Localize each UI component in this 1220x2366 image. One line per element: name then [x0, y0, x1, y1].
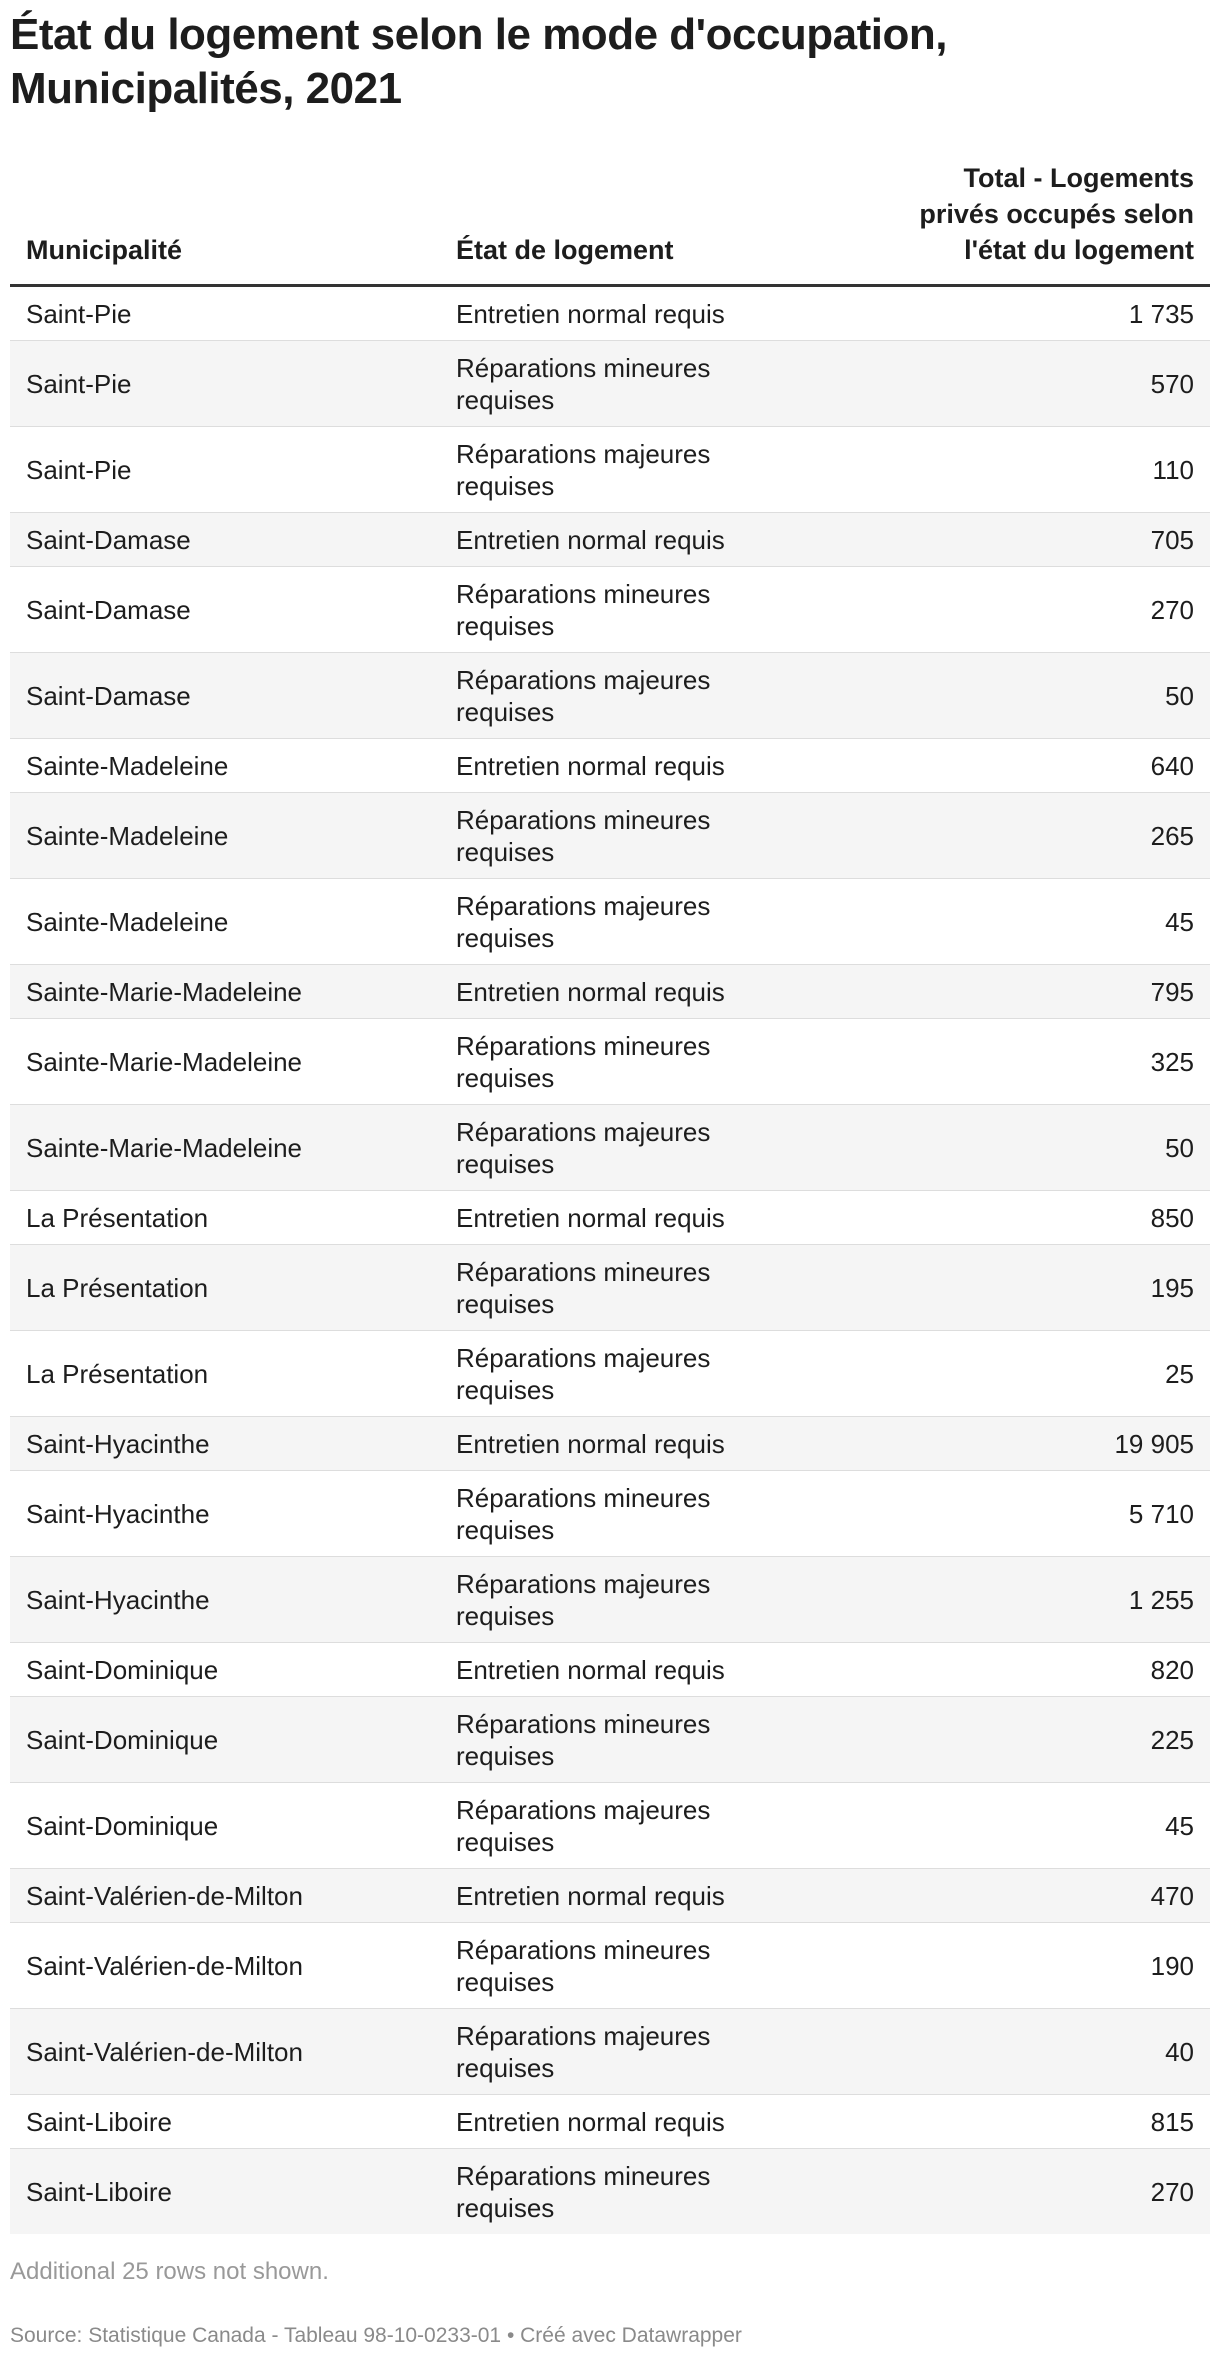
- cell-municipalite: Sainte-Madeleine: [10, 879, 440, 965]
- cell-total: 325: [870, 1019, 1210, 1105]
- cell-total: 270: [870, 2149, 1210, 2235]
- cell-etat: Réparations mineures requises: [440, 1019, 870, 1105]
- table-row: [10, 1191, 1210, 1245]
- table-row: [10, 653, 1210, 739]
- cell-municipalite: Saint-Damase: [10, 513, 440, 567]
- cell-municipalite: Saint-Dominique: [10, 1783, 440, 1869]
- table-row: [10, 1557, 1210, 1643]
- cell-etat: Réparations mineures requises: [440, 1923, 870, 2009]
- cell-total: 1 255: [870, 1557, 1210, 1643]
- cell-etat: Réparations majeures requises: [440, 653, 870, 739]
- table-row: [10, 965, 1210, 1019]
- table-row: [10, 341, 1210, 427]
- cell-municipalite: Sainte-Madeleine: [10, 739, 440, 793]
- table-row: [10, 286, 1210, 341]
- cell-total: 265: [870, 793, 1210, 879]
- cell-total: 470: [870, 1869, 1210, 1923]
- cell-municipalite: Saint-Liboire: [10, 2149, 440, 2235]
- header-row: [10, 160, 1210, 286]
- cell-municipalite: Saint-Valérien-de-Milton: [10, 2009, 440, 2095]
- table-row: [10, 793, 1210, 879]
- cell-total: 50: [870, 1105, 1210, 1191]
- cell-municipalite: Saint-Pie: [10, 286, 440, 341]
- cell-etat: Entretien normal requis: [440, 513, 870, 567]
- table-row: [10, 1417, 1210, 1471]
- source-credit: Source: Statistique Canada - Tableau 98-10-0233-01 • Créé avec Datawrapper: [10, 2324, 742, 2347]
- column-header-municipalite[interactable]: Municipalité: [10, 160, 440, 286]
- cell-etat: Entretien normal requis: [440, 2095, 870, 2149]
- cell-municipalite: Saint-Valérien-de-Milton: [10, 1923, 440, 2009]
- cell-etat: Entretien normal requis: [440, 286, 870, 341]
- cell-etat: Entretien normal requis: [440, 1643, 870, 1697]
- cell-etat: Réparations mineures requises: [440, 1471, 870, 1557]
- table-row: [10, 427, 1210, 513]
- cell-etat: Réparations majeures requises: [440, 1557, 870, 1643]
- cell-municipalite: Sainte-Marie-Madeleine: [10, 1105, 440, 1191]
- table-title: État du logement selon le mode d'occupation, Municipalités, 2021: [10, 10, 947, 113]
- cell-total: 45: [870, 879, 1210, 965]
- table-body: [10, 286, 1210, 2235]
- table-row: [10, 2149, 1210, 2235]
- table-row: [10, 1643, 1210, 1697]
- cell-municipalite: La Présentation: [10, 1331, 440, 1417]
- column-header-total[interactable]: [870, 160, 1210, 286]
- cell-etat: Réparations mineures requises: [440, 1697, 870, 1783]
- cell-municipalite: Saint-Dominique: [10, 1697, 440, 1783]
- cell-total: 50: [870, 653, 1210, 739]
- table-row: [10, 739, 1210, 793]
- cell-etat: Réparations mineures requises: [440, 1245, 870, 1331]
- cell-etat: Réparations mineures requises: [440, 2149, 870, 2235]
- cell-municipalite: Saint-Pie: [10, 341, 440, 427]
- table-row: [10, 1105, 1210, 1191]
- cell-municipalite: Saint-Damase: [10, 567, 440, 653]
- table-row: [10, 1245, 1210, 1331]
- cell-municipalite: Sainte-Madeleine: [10, 793, 440, 879]
- cell-municipalite: Saint-Damase: [10, 653, 440, 739]
- cell-total: 45: [870, 1783, 1210, 1869]
- table-row: [10, 1869, 1210, 1923]
- cell-total: 820: [870, 1643, 1210, 1697]
- cell-total: 25: [870, 1331, 1210, 1417]
- cell-etat: Réparations majeures requises: [440, 2009, 870, 2095]
- cell-total: 195: [870, 1245, 1210, 1331]
- table-row: [10, 879, 1210, 965]
- table-row: [10, 1697, 1210, 1783]
- table-row: [10, 1331, 1210, 1417]
- column-header-etat[interactable]: État de logement: [440, 160, 870, 286]
- table-row: [10, 2009, 1210, 2095]
- cell-municipalite: Saint-Hyacinthe: [10, 1471, 440, 1557]
- cell-total: 1 735: [870, 286, 1210, 341]
- table-header: [10, 160, 1210, 286]
- cell-municipalite: Sainte-Marie-Madeleine: [10, 1019, 440, 1105]
- cell-municipalite: Saint-Hyacinthe: [10, 1417, 440, 1471]
- cell-etat: Réparations mineures requises: [440, 793, 870, 879]
- table-row: [10, 1471, 1210, 1557]
- more-rows-note: Additional 25 rows not shown.: [10, 2258, 329, 2285]
- table-row: [10, 513, 1210, 567]
- table-row: [10, 2095, 1210, 2149]
- cell-etat: Entretien normal requis: [440, 739, 870, 793]
- data-table: [10, 160, 1210, 2234]
- cell-etat: Réparations mineures requises: [440, 341, 870, 427]
- cell-etat: Entretien normal requis: [440, 1417, 870, 1471]
- cell-total: 110: [870, 427, 1210, 513]
- table-row: [10, 1019, 1210, 1105]
- cell-municipalite: La Présentation: [10, 1191, 440, 1245]
- cell-municipalite: Saint-Liboire: [10, 2095, 440, 2149]
- table-row: [10, 1783, 1210, 1869]
- cell-total: 850: [870, 1191, 1210, 1245]
- cell-etat: Entretien normal requis: [440, 1191, 870, 1245]
- cell-total: 570: [870, 341, 1210, 427]
- cell-municipalite: Saint-Hyacinthe: [10, 1557, 440, 1643]
- cell-total: 815: [870, 2095, 1210, 2149]
- cell-etat: Réparations majeures requises: [440, 879, 870, 965]
- cell-etat: Réparations majeures requises: [440, 1783, 870, 1869]
- cell-total: 705: [870, 513, 1210, 567]
- cell-total: 225: [870, 1697, 1210, 1783]
- cell-municipalite: Saint-Valérien-de-Milton: [10, 1869, 440, 1923]
- table-row: [10, 1923, 1210, 2009]
- cell-etat: Réparations mineures requises: [440, 567, 870, 653]
- cell-municipalite: Sainte-Marie-Madeleine: [10, 965, 440, 1019]
- cell-etat: Réparations majeures requises: [440, 1331, 870, 1417]
- cell-etat: Réparations majeures requises: [440, 1105, 870, 1191]
- cell-municipalite: Saint-Dominique: [10, 1643, 440, 1697]
- cell-total: 19 905: [870, 1417, 1210, 1471]
- cell-municipalite: Saint-Pie: [10, 427, 440, 513]
- cell-total: 640: [870, 739, 1210, 793]
- cell-total: 270: [870, 567, 1210, 653]
- cell-municipalite: La Présentation: [10, 1245, 440, 1331]
- cell-total: 795: [870, 965, 1210, 1019]
- cell-total: 40: [870, 2009, 1210, 2095]
- cell-etat: Réparations majeures requises: [440, 427, 870, 513]
- cell-total: 5 710: [870, 1471, 1210, 1557]
- cell-etat: Entretien normal requis: [440, 965, 870, 1019]
- table-row: [10, 567, 1210, 653]
- cell-etat: Entretien normal requis: [440, 1869, 870, 1923]
- cell-total: 190: [870, 1923, 1210, 2009]
- column-header-total-label: Total - Logements privés occupés selon l'état du logement: [919, 163, 1194, 265]
